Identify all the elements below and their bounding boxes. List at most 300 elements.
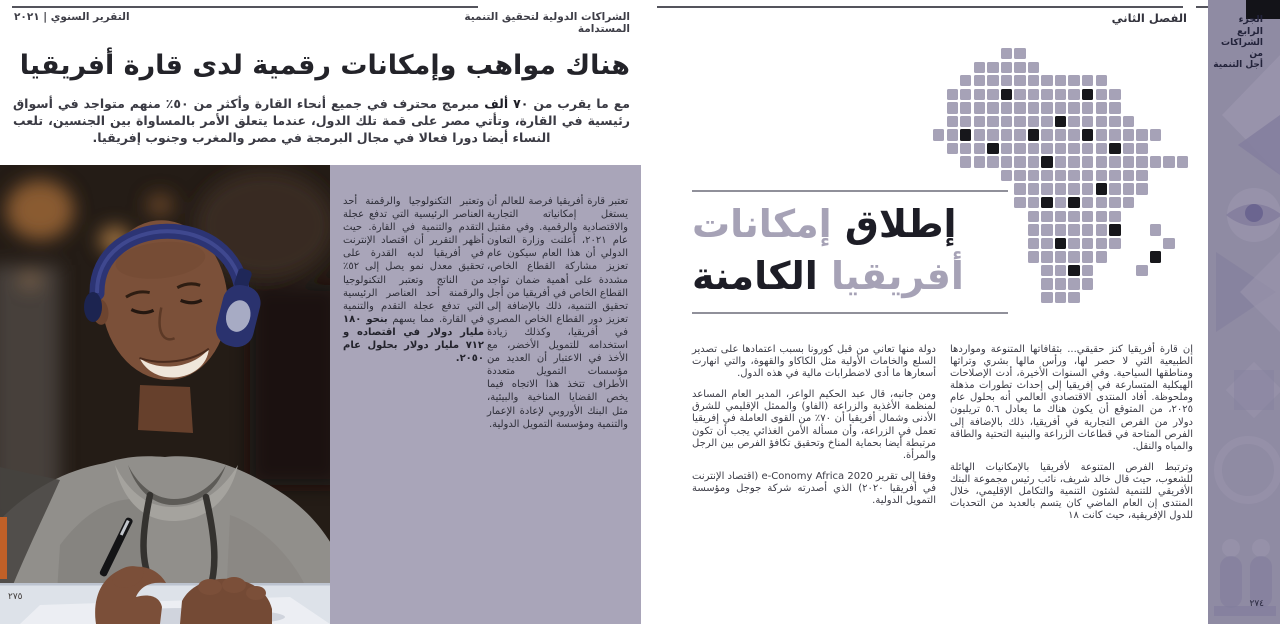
- map-cell-empty: [933, 143, 944, 154]
- map-cell: [1014, 102, 1025, 113]
- map-cell: [1096, 75, 1107, 86]
- map-cell: [1068, 278, 1079, 289]
- map-cell: [987, 143, 998, 154]
- neck: [138, 385, 193, 433]
- map-cell: [974, 102, 985, 113]
- map-cell-empty: [1082, 292, 1093, 303]
- map-cell-empty: [1068, 48, 1079, 59]
- section-title: [692, 190, 1008, 314]
- map-cell: [1136, 143, 1147, 154]
- map-cell: [960, 129, 971, 140]
- map-cell: [1109, 156, 1120, 167]
- map-cell-empty: [1150, 265, 1161, 276]
- map-cell: [1028, 197, 1039, 208]
- map-cell-empty: [1136, 238, 1147, 249]
- page-number-right: ٢٧٤: [1249, 599, 1264, 609]
- map-cell: [1028, 129, 1039, 140]
- map-cell: [1055, 211, 1066, 222]
- map-cell-empty: [987, 170, 998, 181]
- map-cell: [1096, 170, 1107, 181]
- map-cell: [1082, 170, 1093, 181]
- panel-column-second-bold: بنحو ١٨٠ مليار دولار في اقتصاده و ٧١٢ مليار دولار بحلول عام ٢٠٥٠.: [343, 313, 484, 365]
- map-cell: [1068, 292, 1079, 303]
- header-rule-right-segment: [1196, 6, 1208, 8]
- map-cell: [1041, 156, 1052, 167]
- map-cell-empty: [1177, 224, 1188, 235]
- map-cell-empty: [1163, 183, 1174, 194]
- map-cell-empty: [1163, 224, 1174, 235]
- map-cell-empty: [1177, 62, 1188, 73]
- left-header-annual-report: التقرير السنوي | ٢٠٢١: [14, 11, 130, 23]
- map-cell: [987, 102, 998, 113]
- map-cell: [1096, 211, 1107, 222]
- map-cell: [1096, 197, 1107, 208]
- map-cell: [1055, 197, 1066, 208]
- map-cell-empty: [1177, 129, 1188, 140]
- map-cell: [1028, 238, 1039, 249]
- map-cell-empty: [1123, 62, 1134, 73]
- map-cell-empty: [1028, 292, 1039, 303]
- map-cell-empty: [1136, 224, 1147, 235]
- map-cell: [1123, 170, 1134, 181]
- map-cell-empty: [1096, 278, 1107, 289]
- paragraph: وفقا إلى تقرير e-Conomy Africa 2020 (اقتصاد الإنترنت في أفريقيا ٢٠٢٠) الذي أصدرته شركة جوجل ومؤسسة التمويل الدولية.: [692, 470, 936, 507]
- map-cell: [1014, 129, 1025, 140]
- map-cell-empty: [1177, 197, 1188, 208]
- map-cell-empty: [1014, 265, 1025, 276]
- map-cell: [1123, 183, 1134, 194]
- map-cell: [1123, 116, 1134, 127]
- map-cell-empty: [1014, 278, 1025, 289]
- map-cell: [1082, 238, 1093, 249]
- map-cell-empty: [1163, 48, 1174, 59]
- map-cell: [1001, 89, 1012, 100]
- map-cell-empty: [1163, 292, 1174, 303]
- header-rule-right: [657, 6, 1183, 8]
- map-cell: [1055, 251, 1066, 262]
- map-cell: [1041, 143, 1052, 154]
- body-column-second: [692, 344, 936, 516]
- map-cell-empty: [1136, 116, 1147, 127]
- map-cell: [947, 102, 958, 113]
- map-cell-empty: [1109, 292, 1120, 303]
- map-cell-empty: [933, 116, 944, 127]
- map-cell: [1041, 292, 1052, 303]
- map-cell: [1136, 170, 1147, 181]
- map-cell: [1014, 143, 1025, 154]
- map-cell: [1123, 129, 1134, 140]
- map-cell-empty: [1163, 143, 1174, 154]
- map-cell-empty: [1123, 265, 1134, 276]
- map-cell-empty: [1041, 48, 1052, 59]
- map-cell: [1109, 89, 1120, 100]
- paragraph: ومن جانبه، قال عبد الحكيم الواعر، المدير العام المساعد لمنظمة الأغذية والزراعة (الفاو) والممثل الإقليمي للشرق الأدنى وشمال أفريقيا أن ٧٠٪ من القوى العاملة في إفريقيا تعمل في الزراعة، وأن مسألة الأمن الغذائي يجب أن تكون مرتبطة أيضا بحماية المناخ وتحقيق تكافؤ الفرص بين الرجل والمرأة.: [692, 389, 936, 461]
- map-cell: [974, 75, 985, 86]
- title-word-2: إمكانات: [692, 202, 832, 246]
- map-cell-empty: [1150, 197, 1161, 208]
- map-cell-empty: [1123, 278, 1134, 289]
- map-cell-empty: [1109, 48, 1120, 59]
- map-cell: [1068, 129, 1079, 140]
- map-cell-empty: [1150, 211, 1161, 222]
- map-cell: [1068, 170, 1079, 181]
- map-cell: [1082, 102, 1093, 113]
- header-rule-left: [12, 6, 478, 8]
- intro-text-post: مبرمج محترف في جميع أنحاء القارة وأكثر من ٥٠٪ منهم متواجد في أسواق رئيسية في القارة، وتأتي مصر على قمة تلك الدول، عندما يتعلق الأمر بالمساواة بين الجنسين، تلعب النساء أيضا دورا فعالا في مجال البرمجة في مصر والمغرب وجنوب إفريقيا.: [13, 96, 630, 145]
- map-cell: [1041, 116, 1052, 127]
- map-cell: [1109, 183, 1120, 194]
- map-cell: [1068, 197, 1079, 208]
- map-cell-empty: [1136, 62, 1147, 73]
- map-cell: [1014, 62, 1025, 73]
- map-cell: [960, 102, 971, 113]
- map-cell-empty: [1055, 62, 1066, 73]
- map-cell: [1041, 211, 1052, 222]
- map-cell-empty: [1163, 251, 1174, 262]
- map-cell-empty: [1028, 278, 1039, 289]
- map-cell-empty: [1177, 292, 1188, 303]
- map-cell: [1068, 143, 1079, 154]
- map-cell-empty: [1136, 251, 1147, 262]
- map-cell-empty: [1177, 89, 1188, 100]
- map-cell-empty: [1163, 102, 1174, 113]
- map-cell-empty: [933, 75, 944, 86]
- title-word-1: إطلاق: [844, 202, 957, 246]
- map-cell: [987, 156, 998, 167]
- map-cell: [987, 75, 998, 86]
- map-cell: [1109, 238, 1120, 249]
- map-cell-empty: [987, 48, 998, 59]
- map-cell: [1068, 89, 1079, 100]
- map-cell: [1068, 156, 1079, 167]
- map-cell-empty: [1136, 278, 1147, 289]
- map-cell: [960, 75, 971, 86]
- map-cell: [1041, 170, 1052, 181]
- map-cell-empty: [1177, 211, 1188, 222]
- map-cell: [1096, 102, 1107, 113]
- panel-column-first: تعتبر قارة أفريقيا فرصة للعالم أن يستغل إمكانياته التجارية والاقتصادية والرقمية. وفي مقتبل عام ٢٠٢١، أعلنت وزارة التعاون الدولي أن هذا العام سيكون عام تعزيز مشاركة القطاع الخاص، مشددة على أهمية ضمان تواجد القطاع الخاص في أفريقيا من أجل تحقيق التنمية، ذلك بالإضافة إلى تعزيز دور القطاع الخاص المصري في أفريقيا، وكذلك زيادة استخدامه للتمويل الأخضر، مع الأخذ في الاعتبار أن العديد من مؤسسات التمويل متعددة الأطراف تتخذ هذا الاتجاه فيما يخص القضايا المناخية والبيئية، مثل البنك الأوروبي لإعادة الإعمار والتنمية ومؤسسة التمويل الدولية.: [486, 196, 628, 430]
- map-cell: [1055, 183, 1066, 194]
- map-cell-empty: [1014, 251, 1025, 262]
- map-cell-empty: [933, 48, 944, 59]
- sidebar-text: [1213, 14, 1263, 71]
- map-cell-empty: [1136, 102, 1147, 113]
- map-cell-empty: [1136, 75, 1147, 86]
- map-cell: [1109, 102, 1120, 113]
- map-cell: [1028, 75, 1039, 86]
- map-cell: [1150, 129, 1161, 140]
- part-sidebar: [1208, 0, 1280, 624]
- map-cell: [1055, 156, 1066, 167]
- paragraph: وترتبط الفرص المتنوعة لأفريقيا بالإمكانيات الهائلة للشعوب، حيث قال خالد شريف، نائب رئيس مجموعة البنك الأفريقي للتنمية لشئون التنمية والتكامل الإقليمي، خلال المنتدى إن العام الماضي كان يتسم بالعديد من التحديات للدول الإفريقية، حيث كانت ١٨: [950, 461, 1193, 522]
- map-cell: [1068, 265, 1079, 276]
- map-cell: [987, 129, 998, 140]
- map-cell-empty: [1150, 62, 1161, 73]
- page-headline: هناك مواهب وإمكانات رقمية لدى قارة أفريقيا: [19, 50, 630, 81]
- map-cell: [1014, 156, 1025, 167]
- map-cell: [1055, 89, 1066, 100]
- map-cell: [1082, 75, 1093, 86]
- map-cell-empty: [1014, 238, 1025, 249]
- intro-text-pre: مع ما يقرب من: [528, 96, 630, 111]
- map-cell: [933, 129, 944, 140]
- map-cell-empty: [1163, 197, 1174, 208]
- map-cell: [1163, 238, 1174, 249]
- map-cell-empty: [1150, 116, 1161, 127]
- map-cell: [1096, 183, 1107, 194]
- map-cell: [1055, 170, 1066, 181]
- map-cell-empty: [1096, 265, 1107, 276]
- map-cell-empty: [1163, 62, 1174, 73]
- map-cell: [1041, 75, 1052, 86]
- map-cell-empty: [1014, 224, 1025, 235]
- map-cell: [1001, 143, 1012, 154]
- map-cell: [1055, 129, 1066, 140]
- map-cell: [1082, 89, 1093, 100]
- map-cell: [1001, 102, 1012, 113]
- map-cell-empty: [1096, 62, 1107, 73]
- map-cell-empty: [1163, 89, 1174, 100]
- map-cell: [1028, 251, 1039, 262]
- map-cell: [1055, 265, 1066, 276]
- map-cell-empty: [1177, 251, 1188, 262]
- map-cell: [1041, 89, 1052, 100]
- map-cell: [947, 116, 958, 127]
- map-cell: [1041, 197, 1052, 208]
- map-cell-empty: [1163, 265, 1174, 276]
- map-cell-empty: [947, 156, 958, 167]
- map-cell: [1123, 143, 1134, 154]
- map-cell-empty: [947, 62, 958, 73]
- map-cell: [974, 143, 985, 154]
- map-cell: [1136, 265, 1147, 276]
- map-cell-empty: [1163, 211, 1174, 222]
- map-cell: [1001, 48, 1012, 59]
- text-panel: [330, 165, 641, 624]
- map-cell: [1014, 48, 1025, 59]
- map-cell: [1109, 143, 1120, 154]
- map-cell-empty: [933, 102, 944, 113]
- map-cell-empty: [1150, 48, 1161, 59]
- map-cell-empty: [1109, 278, 1120, 289]
- map-cell-empty: [1150, 278, 1161, 289]
- map-cell-empty: [947, 75, 958, 86]
- panel-column-second: [343, 195, 484, 365]
- map-cell-empty: [1123, 238, 1134, 249]
- map-cell-empty: [1177, 265, 1188, 276]
- map-cell: [960, 89, 971, 100]
- map-cell-empty: [1096, 292, 1107, 303]
- sidebar-pattern: [1208, 0, 1280, 624]
- map-cell-empty: [933, 170, 944, 181]
- map-cell: [1109, 197, 1120, 208]
- map-cell: [1041, 129, 1052, 140]
- map-cell-empty: [947, 48, 958, 59]
- map-cell: [1014, 170, 1025, 181]
- map-cell: [1055, 278, 1066, 289]
- map-cell: [1041, 238, 1052, 249]
- map-cell-empty: [1150, 75, 1161, 86]
- map-cell: [1001, 62, 1012, 73]
- map-cell: [987, 62, 998, 73]
- map-cell: [1096, 89, 1107, 100]
- intro-bold-number: ٧٠ ألف: [484, 96, 529, 111]
- map-cell: [1082, 251, 1093, 262]
- intro-paragraph: [13, 96, 630, 146]
- orange-sliver: [0, 517, 7, 579]
- map-cell: [1014, 183, 1025, 194]
- map-cell-empty: [1109, 265, 1120, 276]
- map-cell-empty: [933, 156, 944, 167]
- map-cell: [1150, 156, 1161, 167]
- part-label: الجزء الرابع: [1236, 14, 1263, 37]
- map-cell-empty: [1028, 48, 1039, 59]
- map-cell: [1028, 170, 1039, 181]
- map-cell: [987, 89, 998, 100]
- map-cell-empty: [974, 48, 985, 59]
- map-cell: [1096, 143, 1107, 154]
- map-cell-empty: [1109, 75, 1120, 86]
- map-cell-empty: [1163, 75, 1174, 86]
- map-cell: [1068, 75, 1079, 86]
- map-cell: [1096, 156, 1107, 167]
- map-cell: [1068, 211, 1079, 222]
- map-cell-empty: [1150, 89, 1161, 100]
- map-cell-empty: [1123, 211, 1134, 222]
- map-cell: [947, 129, 958, 140]
- map-cell-empty: [1136, 48, 1147, 59]
- map-cell-empty: [1150, 183, 1161, 194]
- map-cell: [1028, 102, 1039, 113]
- map-cell: [1082, 197, 1093, 208]
- map-cell-empty: [1123, 102, 1134, 113]
- map-cell: [1082, 265, 1093, 276]
- map-cell: [1068, 102, 1079, 113]
- map-cell-empty: [1177, 48, 1188, 59]
- map-cell-empty: [1163, 116, 1174, 127]
- part-subtitle-line1: الشراكات من: [1221, 38, 1263, 59]
- map-cell-empty: [933, 89, 944, 100]
- map-cell: [974, 156, 985, 167]
- map-cell: [1041, 224, 1052, 235]
- map-cell: [1028, 211, 1039, 222]
- map-cell: [1068, 116, 1079, 127]
- map-cell: [1068, 224, 1079, 235]
- title-word-3: أفريقيا: [830, 254, 964, 298]
- map-cell: [1055, 292, 1066, 303]
- map-cell: [960, 156, 971, 167]
- map-cell-empty: [960, 170, 971, 181]
- map-cell: [1001, 156, 1012, 167]
- map-cell-empty: [1014, 211, 1025, 222]
- map-cell-empty: [1082, 48, 1093, 59]
- map-cell-empty: [974, 170, 985, 181]
- map-cell-empty: [1150, 238, 1161, 249]
- map-cell: [1096, 251, 1107, 262]
- map-cell-empty: [933, 62, 944, 73]
- map-cell: [1068, 251, 1079, 262]
- map-cell-empty: [1177, 143, 1188, 154]
- map-cell-empty: [1177, 75, 1188, 86]
- map-cell: [1014, 116, 1025, 127]
- map-cell: [1001, 75, 1012, 86]
- map-cell: [1082, 116, 1093, 127]
- map-cell: [1028, 183, 1039, 194]
- panel-column-second-lead: وتعتبر التكنولوجيا والرقمنة أحد العناصر الرئيسية التي تدفع عجلة التقدم والتنمية في القارة. حيث أظهر التقرير أن اقتصاد الإنترنت في أفريقيا لديه القدرة على تحقيق معدل نمو يصل إلى ٥٢٪ من الناتج وتعتبر التكنولوجيا والرقمنة أحد العناصر الرئيسية التي تدفع عجلة التقدم والتنمية في القارة. مما يسهم: [343, 196, 484, 325]
- map-cell: [1028, 62, 1039, 73]
- map-cell-empty: [1163, 278, 1174, 289]
- map-cell: [1068, 238, 1079, 249]
- chapter-label: الفصل الثاني: [1111, 11, 1187, 25]
- map-cell-empty: [1177, 183, 1188, 194]
- title-word-4: الكامنة: [692, 254, 818, 298]
- map-cell: [1028, 143, 1039, 154]
- map-cell: [974, 89, 985, 100]
- map-cell-empty: [1082, 62, 1093, 73]
- map-cell: [1055, 224, 1066, 235]
- map-cell-empty: [1123, 292, 1134, 303]
- map-cell-empty: [1177, 102, 1188, 113]
- map-cell: [1041, 265, 1052, 276]
- map-cell: [1136, 183, 1147, 194]
- map-cell: [1028, 116, 1039, 127]
- body-column-first: [950, 344, 1193, 531]
- map-cell-empty: [1177, 278, 1188, 289]
- map-cell: [1136, 129, 1147, 140]
- map-cell-empty: [947, 170, 958, 181]
- map-cell: [974, 129, 985, 140]
- map-cell-empty: [1177, 116, 1188, 127]
- map-cell: [1096, 238, 1107, 249]
- photo-man-headphones: [0, 165, 330, 624]
- map-cell: [1014, 89, 1025, 100]
- map-cell-empty: [1150, 292, 1161, 303]
- map-cell: [987, 116, 998, 127]
- map-cell-empty: [1096, 48, 1107, 59]
- map-cell: [974, 116, 985, 127]
- map-cell: [1041, 183, 1052, 194]
- map-cell: [1177, 156, 1188, 167]
- map-cell: [1001, 116, 1012, 127]
- map-cell: [1082, 156, 1093, 167]
- map-cell-empty: [1136, 89, 1147, 100]
- map-cell: [1096, 224, 1107, 235]
- map-cell-empty: [1014, 292, 1025, 303]
- map-cell: [1109, 170, 1120, 181]
- map-cell: [1001, 129, 1012, 140]
- map-cell: [1123, 156, 1134, 167]
- map-cell: [1109, 129, 1120, 140]
- map-cell: [1028, 156, 1039, 167]
- map-cell: [1136, 156, 1147, 167]
- map-cell: [1082, 143, 1093, 154]
- map-cell: [1041, 278, 1052, 289]
- map-cell: [1082, 183, 1093, 194]
- map-cell: [1055, 116, 1066, 127]
- map-cell: [947, 143, 958, 154]
- map-cell: [1150, 251, 1161, 262]
- map-cell-empty: [1136, 211, 1147, 222]
- map-cell-empty: [1123, 224, 1134, 235]
- map-cell-empty: [1136, 197, 1147, 208]
- map-cell-empty: [1136, 292, 1147, 303]
- map-cell-empty: [1055, 48, 1066, 59]
- map-cell-empty: [1109, 62, 1120, 73]
- map-cell-empty: [1150, 143, 1161, 154]
- map-cell: [1109, 224, 1120, 235]
- map-cell-empty: [1068, 62, 1079, 73]
- map-cell-empty: [1123, 89, 1134, 100]
